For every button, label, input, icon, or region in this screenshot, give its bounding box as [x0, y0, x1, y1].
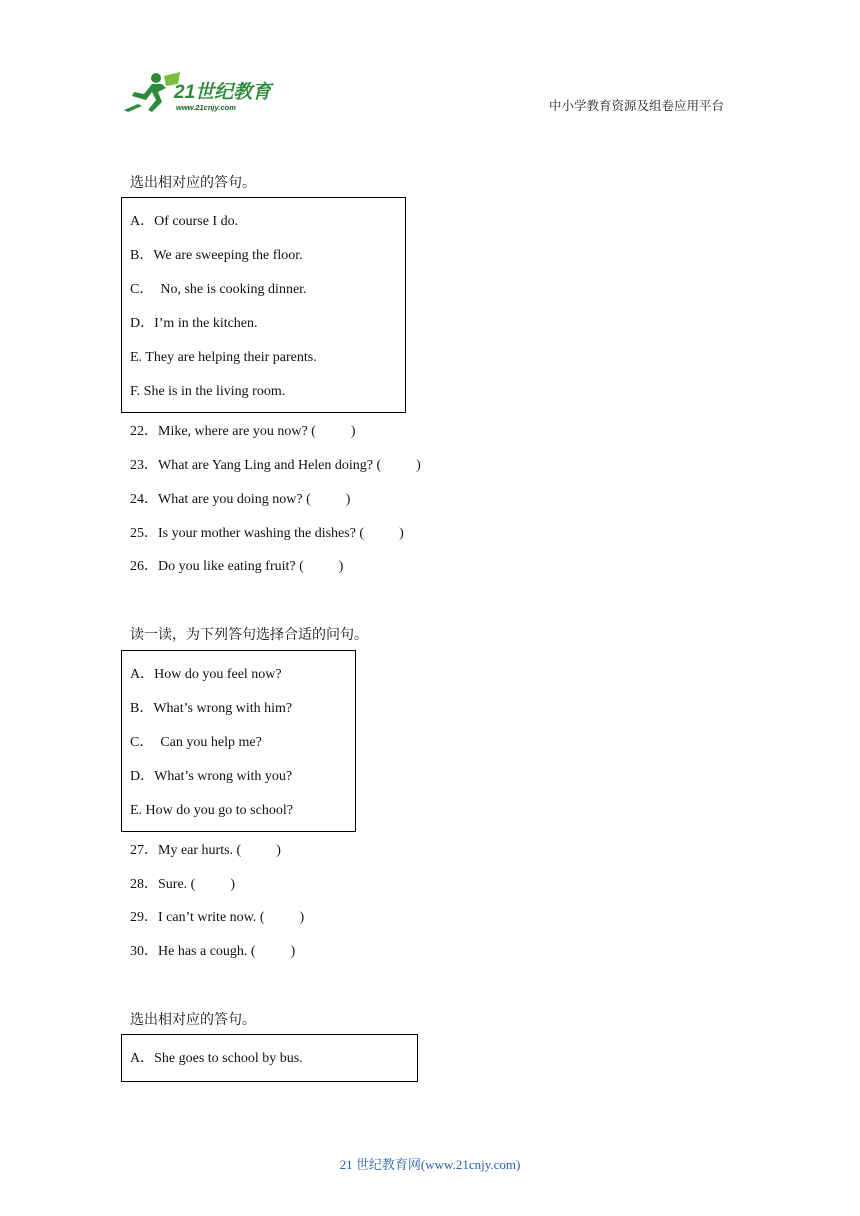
- logo-wordmark: 21世纪教育: [174, 82, 272, 103]
- logo-url: www.21cnjy.com: [176, 103, 236, 112]
- platform-name: 中小学教育资源及组卷应用平台: [549, 99, 725, 113]
- option-a: A．How do you feel now?: [130, 667, 282, 682]
- question-30: 30．He has a cough. ( ): [130, 944, 296, 959]
- question-23: 23．What are Yang Ling and Helen doing? ( ): [130, 458, 421, 473]
- option-d: D．I’m in the kitchen.: [130, 316, 258, 331]
- section-heading: 选出相对应的答句。: [130, 1013, 256, 1028]
- option-d: D．What’s wrong with you?: [130, 769, 293, 784]
- option-f: F. She is in the living room.: [130, 384, 286, 399]
- options-box: [121, 197, 406, 413]
- option-b: B．What’s wrong with him?: [130, 701, 293, 716]
- question-29: 29．I can’t write now. ( ): [130, 910, 305, 925]
- option-a: A．Of course I do.: [130, 214, 239, 229]
- question-26: 26．Do you like eating fruit? ( ): [130, 559, 344, 574]
- question-24: 24．What are you doing now? ( ): [130, 492, 351, 507]
- question-25: 25．Is your mother washing the dishes? ( ): [130, 526, 404, 541]
- section-heading: 选出相对应的答句。: [130, 176, 256, 191]
- option-b: B．We are sweeping the floor.: [130, 248, 303, 263]
- question-22: 22．Mike, where are you now? ( ): [130, 424, 356, 439]
- option-c: C． Can you help me?: [130, 735, 262, 750]
- option-c: C． No, she is cooking dinner.: [130, 282, 307, 297]
- option-e: E. They are helping their parents.: [130, 350, 317, 365]
- option-e: E. How do you go to school?: [130, 803, 293, 818]
- options-box: [121, 650, 356, 832]
- footer-text: 21 世纪教育网(www.21cnjy.com): [339, 1157, 521, 1172]
- option-a: A．She goes to school by bus.: [130, 1051, 303, 1066]
- options-box: [121, 1034, 418, 1082]
- question-27: 27．My ear hurts. ( ): [130, 843, 281, 858]
- site-logo: [122, 70, 290, 114]
- section-heading: 读一读，为下列答句选择合适的问句。: [130, 628, 368, 643]
- runner-logo-icon: [122, 70, 290, 114]
- question-28: 28．Sure. ( ): [130, 877, 235, 892]
